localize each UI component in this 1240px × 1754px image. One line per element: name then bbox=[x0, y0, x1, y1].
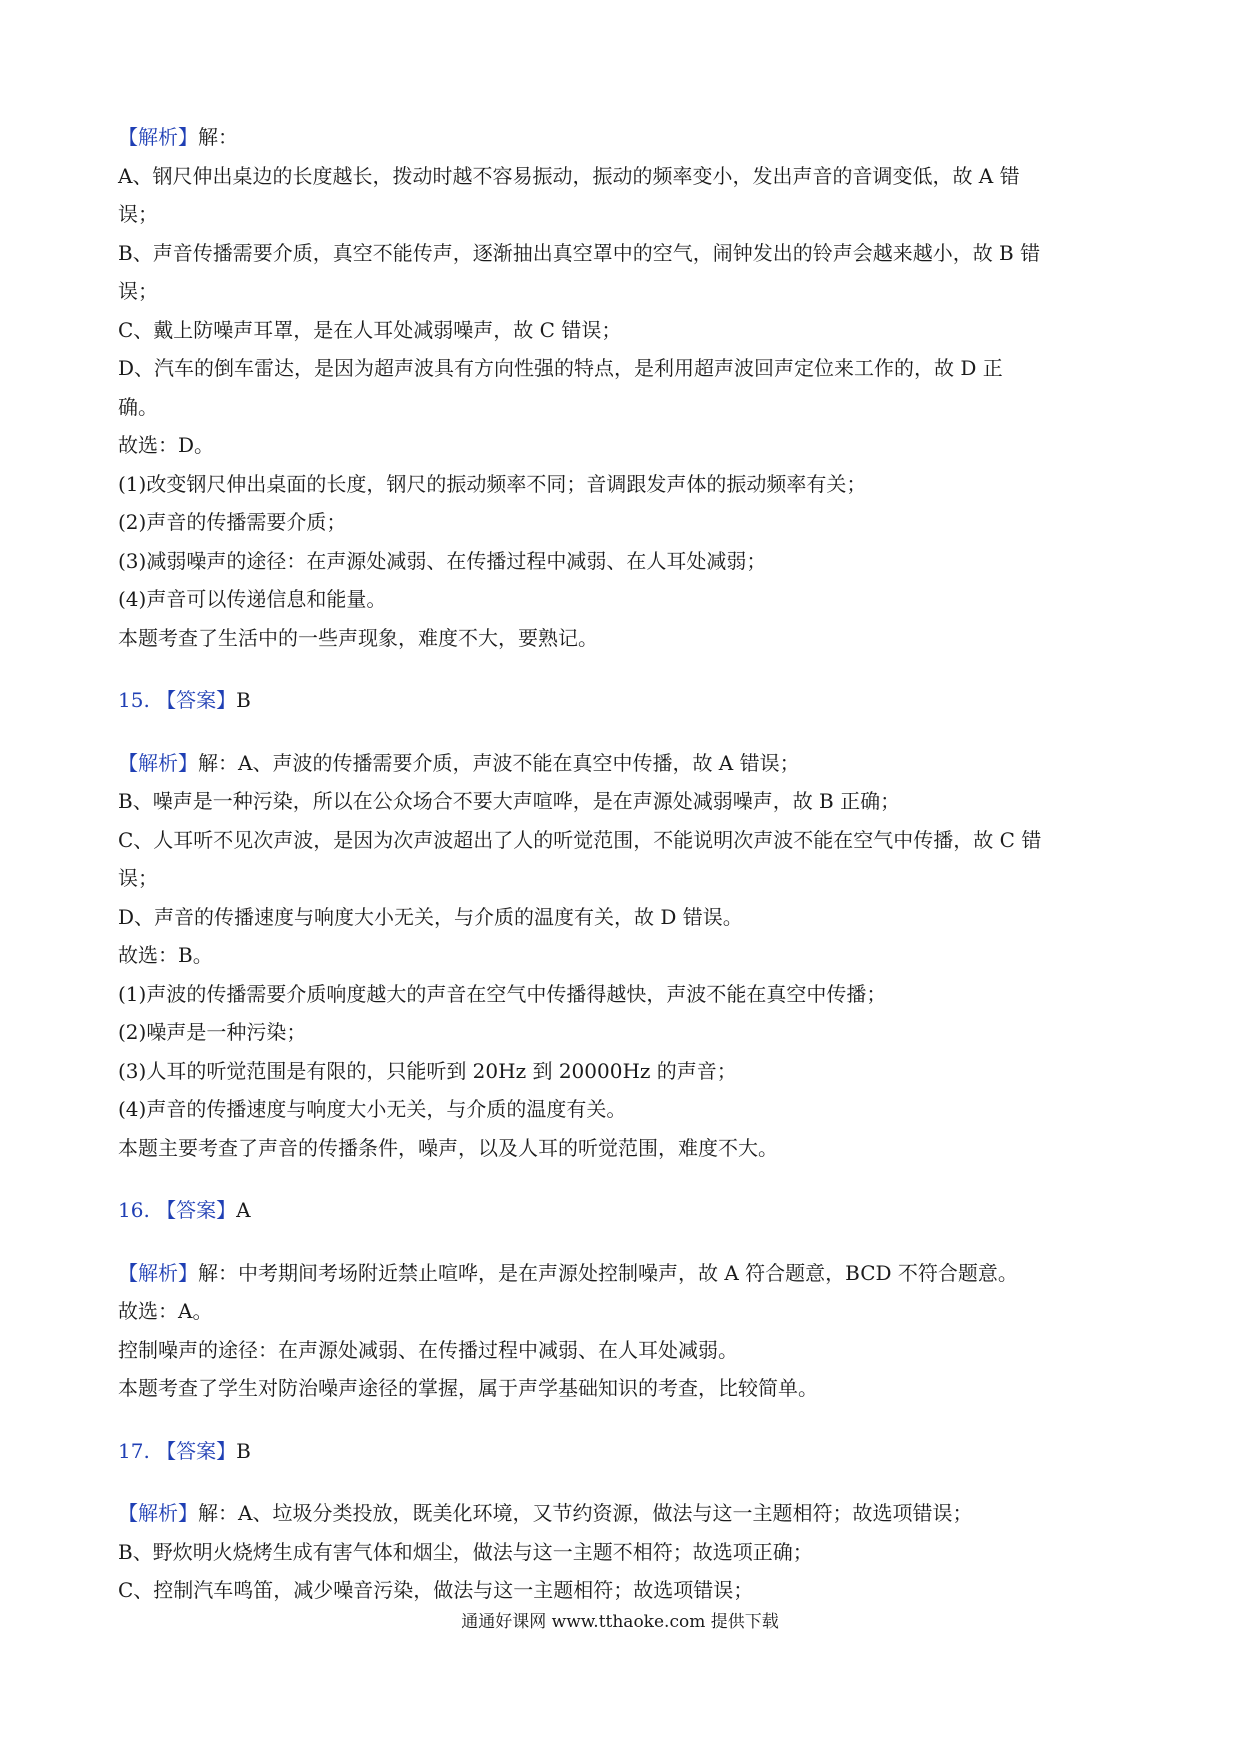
q16-analysis-line: 【解析】解：中考期间考场附近禁止喧哗，是在声源处控制噪声，故 A 符合题意，BCD 不符合题意。 bbox=[118, 1260, 1018, 1285]
q14-analysis-line: 误； bbox=[118, 279, 158, 303]
q14-analysis-line: 【解析】解： bbox=[118, 125, 238, 149]
document-body bbox=[118, 118, 1128, 1610]
q15-analysis-line: C、人耳听不见次声波，是因为次声波超出了人的听觉范围，不能说明次声波不能在空气中传播，故 C 错 bbox=[118, 827, 1042, 852]
q15-analysis-line: (4)声音的传播速度与响度大小无关，与介质的温度有关。 bbox=[118, 1097, 627, 1121]
answer-tag: 【答案】 bbox=[156, 1198, 237, 1222]
q17-analysis-line: 【解析】解：A、垃圾分类投放，既美化环境，又节约资源，做法与这一主题相符；故选项错误； bbox=[118, 1501, 973, 1525]
answer-tag: 【答案】 bbox=[156, 688, 237, 712]
q17-analysis-line: B、野炊明火烧烤生成有害气体和烟尘，做法与这一主题不相符；故选项正确； bbox=[118, 1539, 813, 1564]
q17-answer: 17. 【答案】B bbox=[118, 1438, 251, 1463]
analysis-tag: 【解析】 bbox=[118, 1260, 198, 1285]
q15-analysis-line: (1)声波的传播需要介质响度越大的声音在空气中传播得越快，声波不能在真空中传播； bbox=[118, 981, 887, 1006]
q16-analysis-line: 控制噪声的途径：在声源处减弱、在传播过程中减弱、在人耳处减弱。 bbox=[118, 1337, 738, 1362]
q14-analysis-line: 误； bbox=[118, 202, 158, 226]
answer-tag: 【答案】 bbox=[156, 1438, 237, 1463]
q14-analysis-line: C、戴上防噪声耳罩，是在人耳处减弱噪声，故 C 错误； bbox=[118, 317, 622, 342]
answer-value: A bbox=[236, 1198, 251, 1222]
q14-analysis-line: 故选：D。 bbox=[118, 433, 215, 457]
q14-analysis-line: B、声音传播需要介质，真空不能传声，逐渐抽出真空罩中的空气，闹钟发出的铃声会越来越小，故 B 错 bbox=[118, 240, 1041, 265]
q16-analysis-line: 故选：A。 bbox=[118, 1299, 213, 1323]
q15-analysis-line: 本题主要考查了声音的传播条件，噪声，以及人耳的听觉范围，难度不大。 bbox=[118, 1135, 778, 1160]
q14-analysis-line: A、钢尺伸出桌边的长度越长，拨动时越不容易振动，振动的频率变小，发出声音的音调变低，故 A 错 bbox=[118, 163, 1020, 188]
q15-analysis-line: D、声音的传播速度与响度大小无关，与介质的温度有关，故 D 错误。 bbox=[118, 904, 743, 929]
q14-analysis-line: 确。 bbox=[118, 394, 158, 419]
analysis-tag: 【解析】 bbox=[118, 125, 198, 149]
q16-answer: 16. 【答案】A bbox=[118, 1198, 251, 1222]
answer-value: B bbox=[236, 688, 251, 712]
q15-analysis-line: 【解析】解：A、声波的传播需要介质，声波不能在真空中传播，故 A 错误； bbox=[118, 750, 800, 775]
q14-analysis-line: 本题考查了生活中的一些声现象，难度不大，要熟记。 bbox=[118, 625, 598, 650]
answer-value: B bbox=[236, 1438, 251, 1463]
q15-answer: 15. 【答案】B bbox=[118, 688, 251, 712]
q14-analysis-line: (4)声音可以传递信息和能量。 bbox=[118, 587, 387, 611]
analysis-tag: 【解析】 bbox=[118, 1501, 198, 1525]
q15-analysis-line: B、噪声是一种污染，所以在公众场合不要大声喧哗，是在声源处减弱噪声，故 B 正确； bbox=[118, 789, 901, 813]
q14-analysis-line: (3)减弱噪声的途径：在声源处减弱、在传播过程中减弱、在人耳处减弱； bbox=[118, 548, 767, 573]
q15-analysis-line: (3)人耳的听觉范围是有限的，只能听到 20Hz 到 20000Hz 的声音； bbox=[118, 1058, 737, 1083]
q16-analysis-line: 本题考查了学生对防治噪声途径的掌握，属于声学基础知识的考查，比较简单。 bbox=[118, 1376, 818, 1400]
q17-analysis-line: C、控制汽车鸣笛，减少噪音污染，做法与这一主题相符；故选项错误； bbox=[118, 1578, 754, 1602]
analysis-tag: 【解析】 bbox=[118, 750, 198, 775]
q14-analysis-line: D、汽车的倒车雷达，是因为超声波具有方向性强的特点，是利用超声波回声定位来工作的，故 D 正 bbox=[118, 356, 1003, 380]
q15-analysis-line: (2)噪声是一种污染； bbox=[118, 1020, 307, 1044]
q15-analysis-line: 误； bbox=[118, 866, 158, 890]
q14-analysis-line: (2)声音的传播需要介质； bbox=[118, 510, 347, 534]
q14-analysis-line: (1)改变钢尺伸出桌面的长度，钢尺的振动频率不同；音调跟发声体的振动频率有关； bbox=[118, 471, 867, 496]
q15-analysis-line: 故选：B。 bbox=[118, 943, 213, 967]
page-footer: 通通好课网 www.tthaoke.com 提供下载 bbox=[461, 1612, 779, 1632]
